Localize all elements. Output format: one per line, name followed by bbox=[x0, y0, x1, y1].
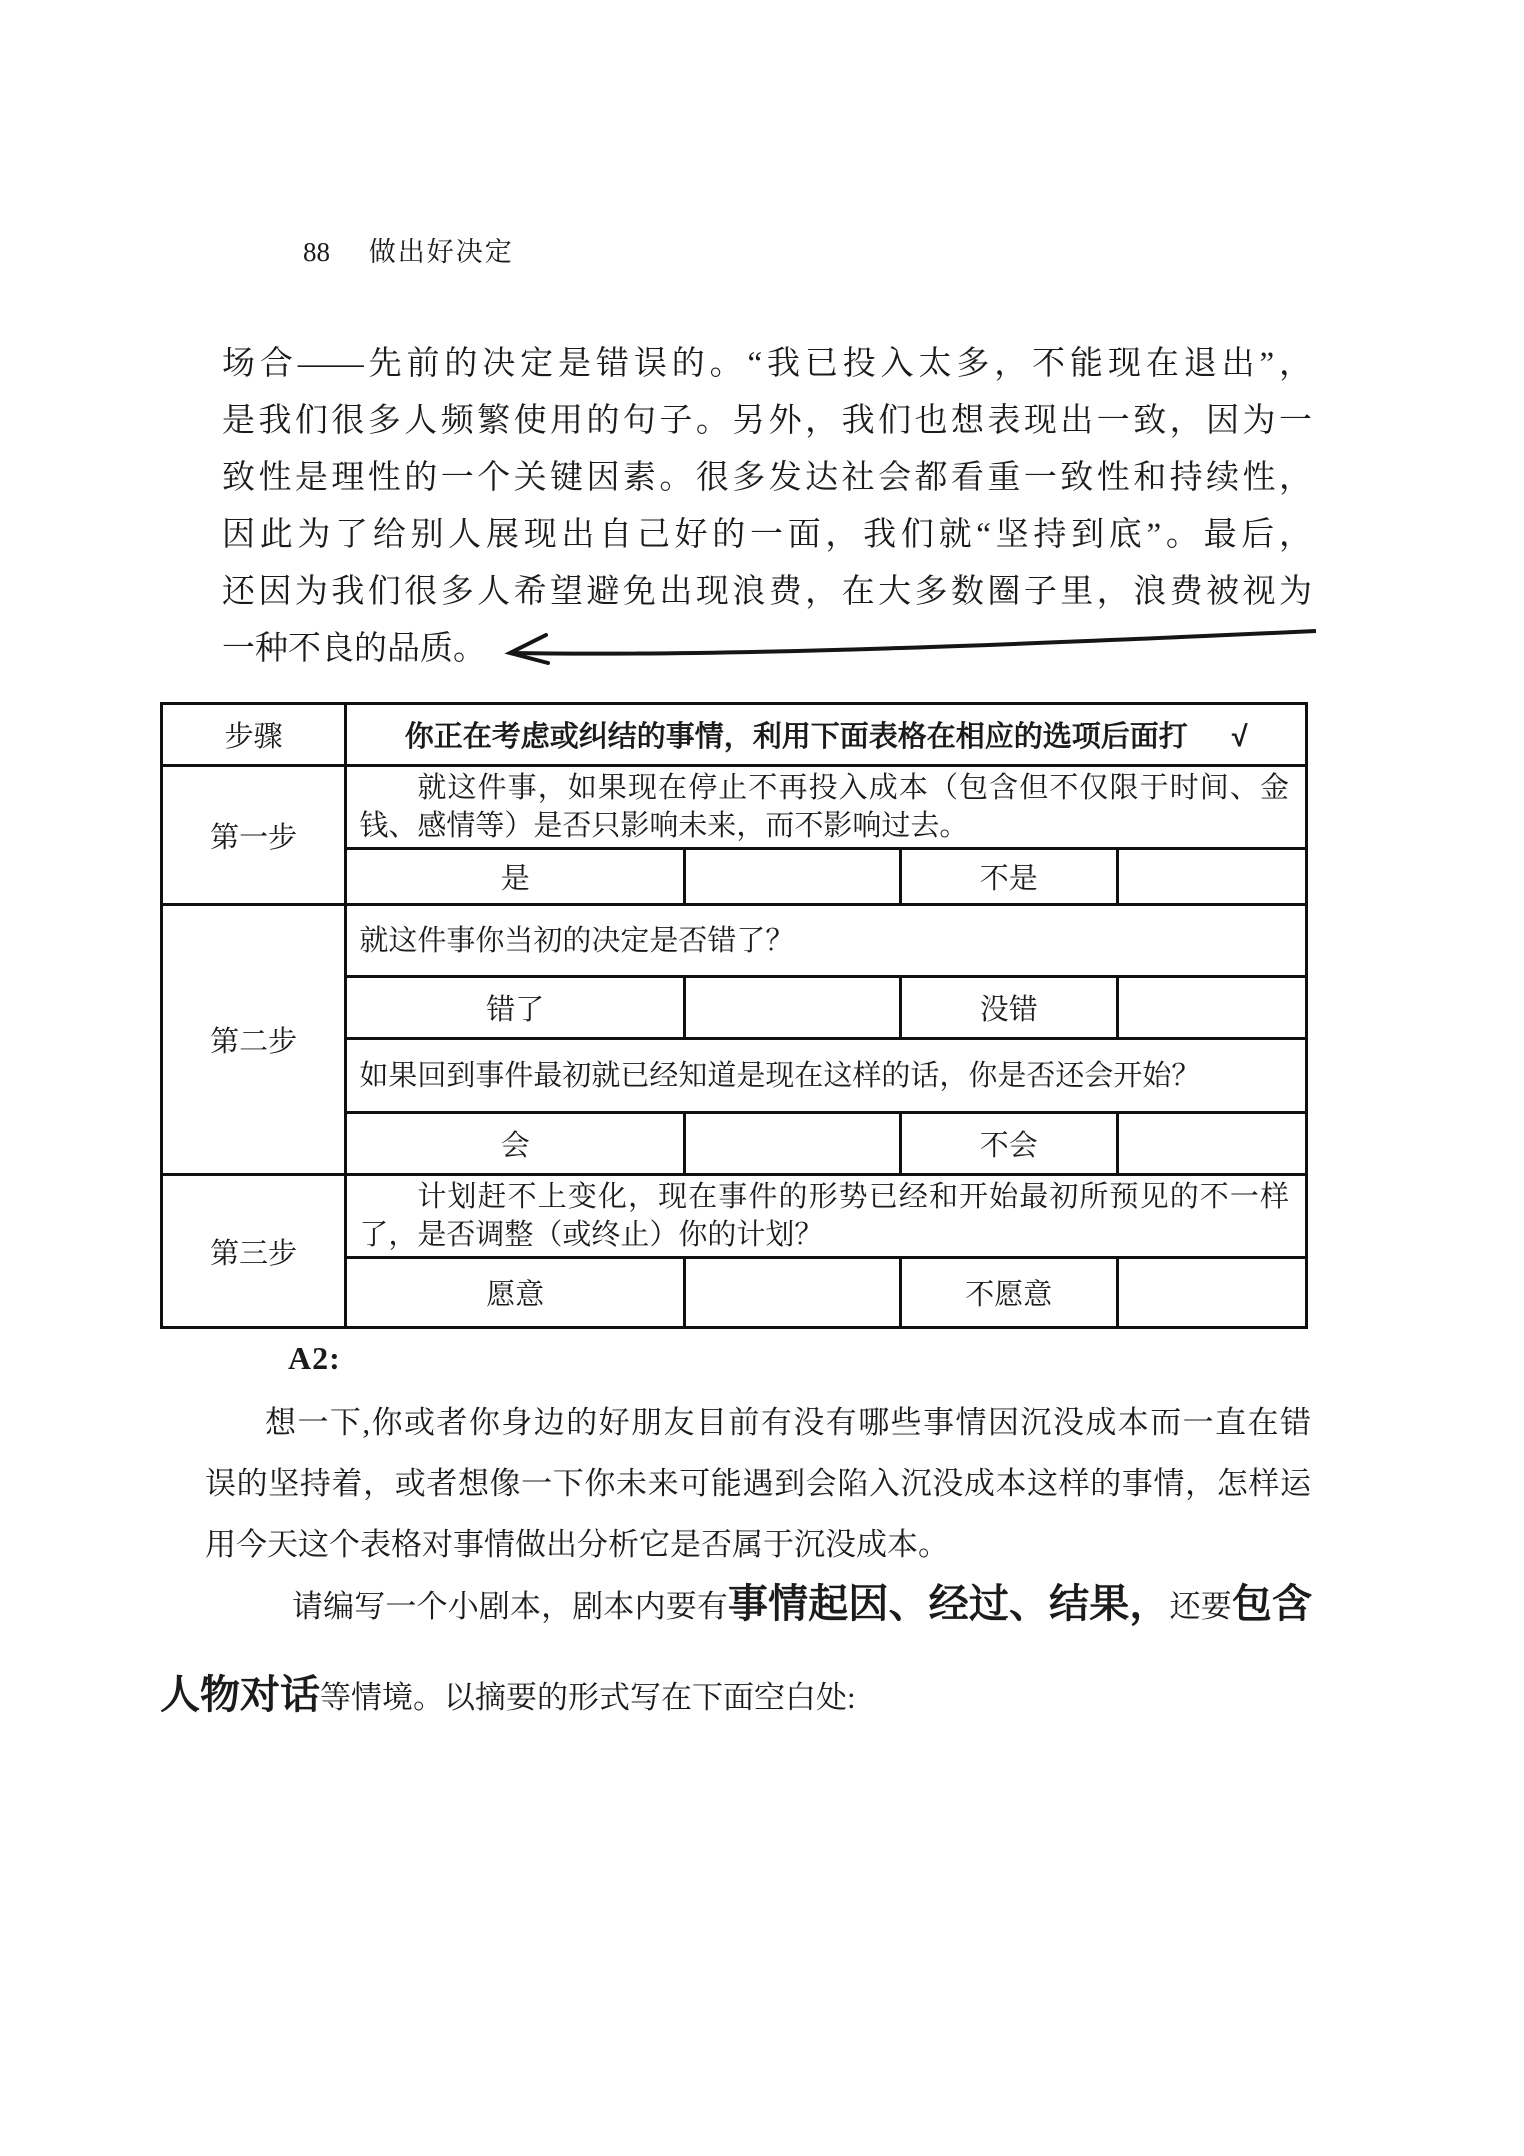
paragraph-line: 因此为了给别人展现出自己好的一面，我们就“坚持到底”。最后， bbox=[222, 517, 1312, 553]
prompt-text: 请编写一个小剧本，剧本内要有 bbox=[292, 1589, 728, 1624]
checkbox-cell bbox=[1118, 1113, 1307, 1175]
option-cell: 不是 bbox=[900, 849, 1118, 905]
left-arrow-annotation bbox=[496, 621, 1324, 686]
option-cell: 错了 bbox=[346, 977, 685, 1039]
checkbox-cell bbox=[1118, 849, 1307, 905]
table-row bbox=[162, 766, 1307, 849]
check-mark: √ bbox=[1231, 721, 1248, 753]
question-cell: 就这件事你当初的决定是否错了？ bbox=[346, 905, 1307, 977]
table-row bbox=[162, 905, 1307, 977]
step-label-1: 第一步 bbox=[162, 766, 346, 905]
option-cell: 不愿意 bbox=[900, 1258, 1118, 1328]
table-row bbox=[162, 1175, 1307, 1258]
option-cell: 是 bbox=[346, 849, 685, 905]
checkbox-cell bbox=[1118, 977, 1307, 1039]
intro-paragraph bbox=[222, 336, 1312, 686]
option-cell: 不会 bbox=[900, 1113, 1118, 1175]
paragraph-line: 误的坚持着，或者想像一下你未来可能遇到会陷入沉没成本这样的事情，怎样运 bbox=[205, 1466, 1311, 1501]
script-prompt-paragraph bbox=[160, 1572, 1312, 1730]
prompt-text: 等情境。以摘要的形式写在下面空白处: bbox=[320, 1680, 856, 1715]
option-cell: 愿意 bbox=[346, 1258, 685, 1328]
paragraph-line: 用今天这个表格对事情做出分析它是否属于沉没成本。 bbox=[205, 1527, 949, 1562]
book-title: 做出好决定 bbox=[368, 237, 514, 267]
page-number: 88 bbox=[303, 237, 330, 267]
paragraph-line: 场合——先前的决定是错误的。“我已投入太多，不能现在退出”， bbox=[222, 346, 1312, 382]
prompt-text: 还要 bbox=[1169, 1589, 1232, 1624]
checkbox-cell bbox=[685, 977, 900, 1039]
question-cell: 如果回到事件最初就已经知道是现在这样的话，你是否还会开始？ bbox=[346, 1039, 1307, 1113]
prompt-text-emphasis: 人物对话 bbox=[160, 1673, 320, 1717]
prompt-text-emphasis: 事情起因、经过、结果， bbox=[728, 1582, 1170, 1626]
paragraph-line: 想一下,你或者你身边的好朋友目前有没有哪些事情因沉没成本而一直在错 bbox=[265, 1405, 1311, 1440]
option-cell: 没错 bbox=[900, 977, 1118, 1039]
question-cell: 计划赶不上变化，现在事件的形势已经和开始最初所预见的不一样了，是否调整（或终止）你的计划？ bbox=[346, 1175, 1307, 1258]
header-step-col: 步骤 bbox=[162, 704, 346, 766]
running-head bbox=[303, 230, 514, 269]
option-cell: 会 bbox=[346, 1113, 685, 1175]
checkbox-cell bbox=[685, 1258, 900, 1328]
a2-paragraph bbox=[205, 1392, 1311, 1575]
paragraph-line: 是我们很多人频繁使用的句子。另外，我们也想表现出一致，因为一 bbox=[222, 403, 1312, 439]
prompt-line-1 bbox=[160, 1572, 1312, 1639]
a2-label: A2: bbox=[288, 1340, 341, 1376]
step-label-2: 第二步 bbox=[162, 905, 346, 1175]
prompt-text-emphasis: 包含 bbox=[1231, 1582, 1313, 1626]
table-header-row bbox=[162, 704, 1307, 766]
checkbox-cell bbox=[685, 849, 900, 905]
header-instruction: 你正在考虑或纠结的事情，利用下面表格在相应的选项后面打 √ bbox=[346, 704, 1307, 766]
paragraph-line: 还因为我们很多人希望避免出现浪费，在大多数圈子里，浪费被视为 bbox=[222, 574, 1312, 610]
sunk-cost-table bbox=[160, 702, 1308, 1329]
question-cell: 就这件事，如果现在停止不再投入成本（包含但不仅限于时间、金钱、感情等）是否只影响未来，而不影响过去。 bbox=[346, 766, 1307, 849]
checkbox-cell bbox=[685, 1113, 900, 1175]
paragraph-last-line bbox=[222, 621, 1312, 686]
checkbox-cell bbox=[1118, 1258, 1307, 1328]
step-label-3: 第三步 bbox=[162, 1175, 346, 1328]
paragraph-line: 致性是理性的一个关键因素。很多发达社会都看重一致性和持续性， bbox=[222, 460, 1312, 496]
prompt-line-2 bbox=[160, 1663, 1312, 1730]
paragraph-line: 一种不良的品质。 bbox=[222, 631, 486, 667]
